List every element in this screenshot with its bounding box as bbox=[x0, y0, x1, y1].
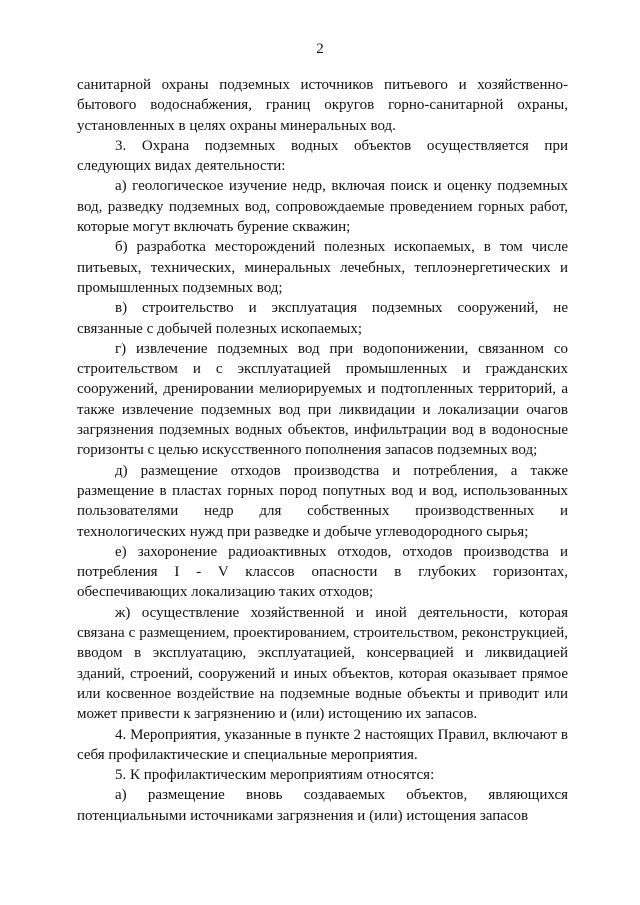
paragraph-item-3g: г) извлечение подземных вод при водопонижении, связанном со строительством и с эксплуатацией промышленных и гражданских сооружений, дренировании мелиорируемых и подтопленных территорий, а также извлечение подземных вод при ликвидации и локализации очагов загрязнения подземных водных объектов, инфильтрации вод в водоносные горизонты с целью искусственного пополнения запасов подземных вод; bbox=[77, 340, 568, 459]
document-body bbox=[77, 75, 568, 826]
page-number: 2 bbox=[316, 41, 324, 57]
paragraph-item-3a: а) геологическое изучение недр, включая поиск и оценку подземных вод, разведку подземных вод, сопровождаемые проведением горных работ, которые могут включать бурение скважин; bbox=[77, 178, 568, 236]
paragraph-item-5a: а) размещение вновь создаваемых объектов, являющихся потенциальными источниками загрязнения и (или) истощения запасов bbox=[77, 787, 568, 824]
paragraph-item-5: 5. К профилактическим мероприятиям относятся: bbox=[115, 767, 435, 784]
paragraph-item-3e: е) захоронение радиоактивных отходов, отходов производства и потребления I - V классов опасности в глубоких горизонтах, обеспечивающих локализацию таких отходов; bbox=[77, 543, 568, 601]
paragraph-continuation: санитарной охраны подземных источников питьевого и хозяйственно-бытового водоснабжения, границ округов горно-санитарной охраны, установленных в целях охраны минеральных вод. bbox=[77, 77, 568, 134]
paragraph-item-4: 4. Мероприятия, указанные в пункте 2 настоящих Правил, включают в себя профилактические и специальные мероприятия. bbox=[77, 726, 568, 763]
paragraph-item-3d: д) размещение отходов производства и потребления, а также размещение в пластах горных пород попутных вод и вод, использованных пользователями недр для собственных производственных и технологических нужд при разведке и добыче углеводородного сырья; bbox=[77, 462, 568, 540]
paragraph-item-3: 3. Охрана подземных водных объектов осуществляется при следующих видах деятельности: bbox=[77, 137, 568, 175]
paragraph-item-3zh: ж) осуществление хозяйственной и иной деятельности, которая связана с размещением, проектированием, строительством, реконструкцией, вводом в эксплуатацию, эксплуатацией, консервацией и ликвидацией зданий, строений, сооружений и иных объектов, которая оказывает прямое или косвенное воздействие на подземные водные объекты и приводит или может привести к загрязнению и (или) истощению их запасов. bbox=[77, 604, 568, 723]
paragraph-item-3v: в) строительство и эксплуатация подземных сооружений, не связанные с добычей полезных ископаемых; bbox=[77, 300, 568, 337]
paragraph-item-3b: б) разработка месторождений полезных ископаемых, в том числе питьевых, технических, минеральных лечебных, теплоэнергетических и промышленных подземных вод; bbox=[77, 239, 568, 296]
